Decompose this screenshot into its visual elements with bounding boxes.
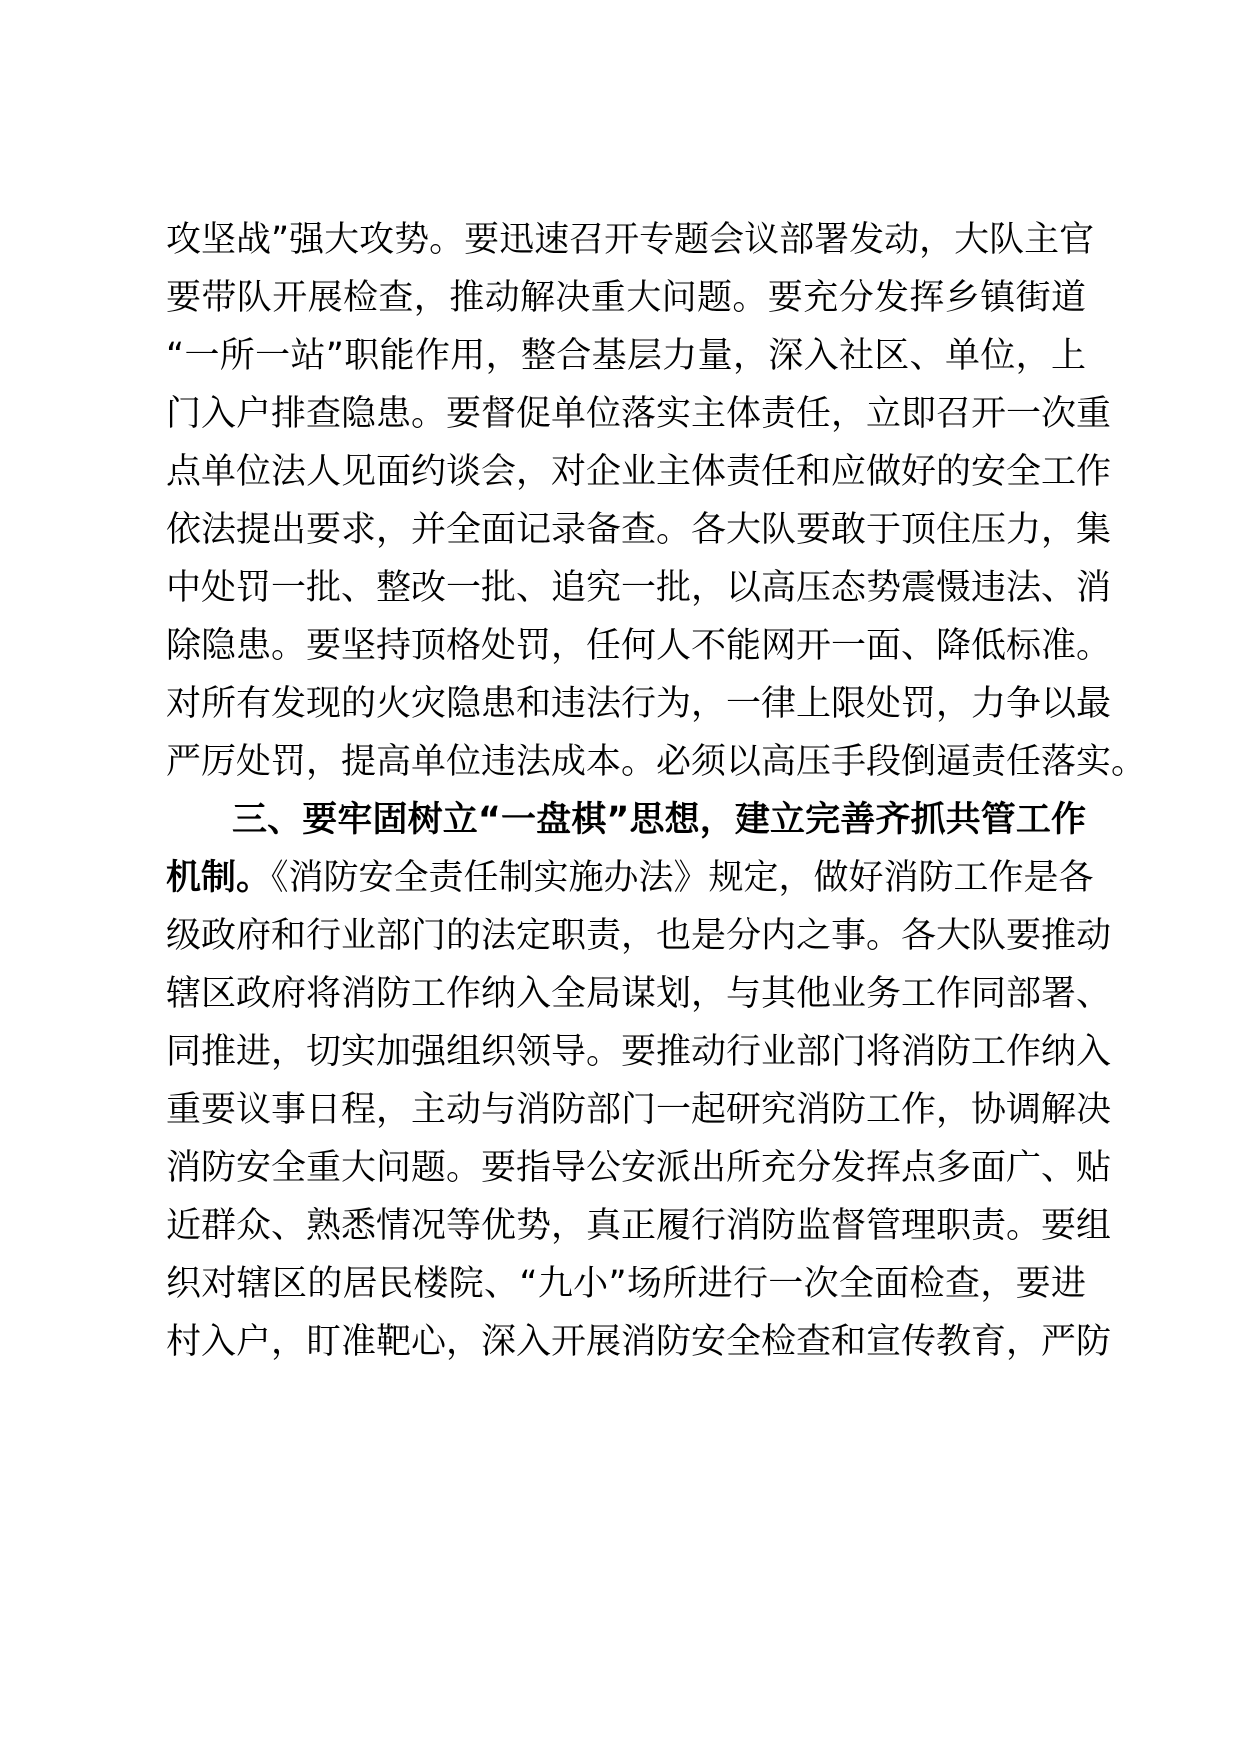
text-line: 点单位法人见面约谈会，对企业主体责任和应做好的安全工作 (166, 452, 1112, 492)
text-line: 织对辖区的居民楼院、“九小”场所进行一次全面检查，要进 (166, 1264, 1086, 1304)
text-line (166, 846, 1094, 910)
text-line: 中处罚一批、整改一批、追究一批，以高压态势震慑违法、消 (166, 568, 1112, 608)
text-line: 辖区政府将消防工作纳入全局谋划，与其他业务工作同部署、 (166, 974, 1112, 1014)
text-line: 攻坚战”强大攻势。要迅速召开专题会议部署发动，大队主官 (166, 220, 1095, 260)
text-line: 近群众、熟悉情况等优势，真正履行消防监督管理职责。要组 (166, 1206, 1112, 1246)
text-line: 消防安全重大问题。要指导公安派出所充分发挥点多面广、贴 (166, 1148, 1112, 1188)
text-line: 村入户，盯准靶心，深入开展消防安全检查和宣传教育，严防 (166, 1322, 1112, 1362)
text-line: 依法提出要求，并全面记录备查。各大队要敢于顶住压力，集 (166, 510, 1112, 550)
text-line: 除隐患。要坚持顶格处罚，任何人不能网开一面、降低标准。 (166, 626, 1112, 666)
text-line: 级政府和行业部门的法定职责，也是分内之事。各大队要推动 (166, 916, 1112, 956)
text-line: 对所有发现的火灾隐患和违法行为，一律上限处罚，力争以最 (166, 684, 1112, 724)
text-line: “一所一站”职能作用，整合基层力量，深入社区、单位，上 (166, 336, 1086, 376)
text-line: 要带队开展检查，推动解决重大问题。要充分发挥乡镇街道 (166, 278, 1086, 318)
text-line: 同推进，切实加强组织领导。要推动行业部门将消防工作纳入 (166, 1032, 1112, 1072)
section-heading: 三、要牢固树立“一盘棋”思想，建立完善齐抓共管工作 (232, 800, 1086, 840)
text-line: 严厉处罚，提高单位违法成本。必须以高压手段倒逼责任落实。 (166, 742, 1147, 782)
section-heading-tail: 机制。 (166, 858, 272, 898)
text-line: 重要议事日程，主动与消防部门一起研究消防工作，协调解决 (166, 1090, 1112, 1130)
text-span: 《消防安全责任制实施办法》规定，做好消防工作是各 (271, 858, 1094, 898)
text-line: 门入户排查隐患。要督促单位落实主体责任，立即召开一次重 (166, 394, 1112, 434)
